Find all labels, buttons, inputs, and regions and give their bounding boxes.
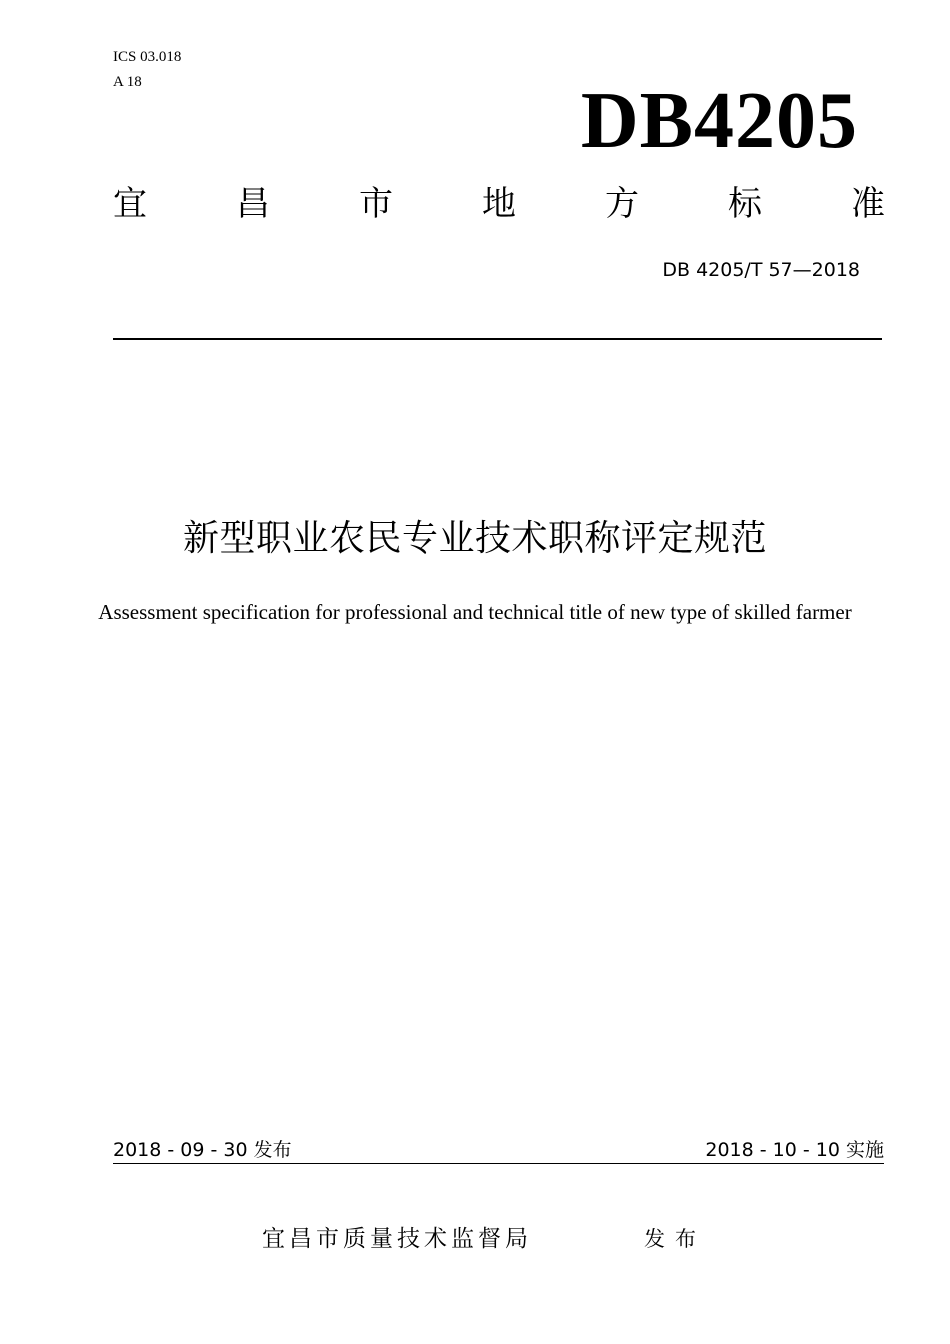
implementation-date: 2018 - 10 - 10 实施	[705, 1139, 884, 1161]
standard-name-char: 昌	[236, 184, 270, 224]
standard-number: DB 4205/T 57—2018	[662, 259, 860, 281]
header-divider	[113, 338, 882, 340]
footer-divider	[113, 1163, 884, 1164]
publish-label: 发布	[644, 1227, 706, 1251]
standard-name-char: 方	[605, 184, 639, 224]
standard-name-char: 标	[728, 184, 762, 224]
ics-code: ICS 03.018	[113, 49, 182, 65]
issuing-authority: 宜昌市质量技术监督局	[262, 1226, 532, 1252]
document-title-english: Assessment specification for professional and technical title of new type of skilled farmer	[98, 600, 852, 624]
issue-date: 2018 - 09 - 30 发布	[113, 1139, 292, 1161]
standard-name-char: 宜	[113, 184, 147, 224]
standard-name-char: 准	[851, 184, 885, 224]
standard-category-name	[113, 182, 885, 226]
standard-name-char: 地	[482, 184, 516, 224]
ccs-code: A 18	[113, 74, 142, 90]
standard-code-heading: DB4205	[580, 77, 858, 165]
standard-name-char: 市	[359, 184, 393, 224]
document-title-chinese: 新型职业农民专业技术职称评定规范	[182, 518, 767, 559]
